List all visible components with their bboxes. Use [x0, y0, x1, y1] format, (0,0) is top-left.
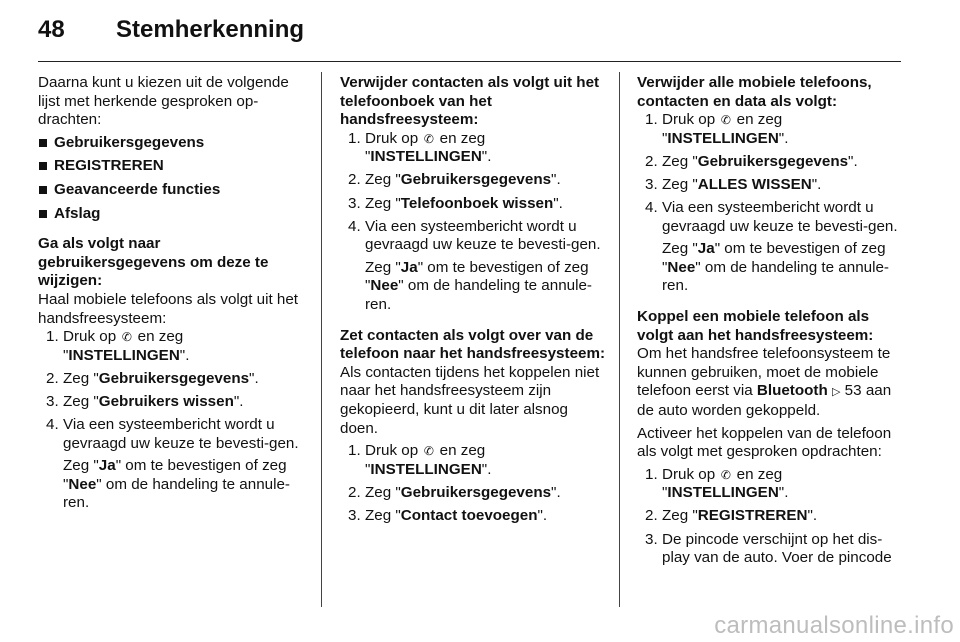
list-item: Gebruikersgegevens — [38, 134, 310, 153]
body-text: Haal mobiele telefoons als volgt uit het handsfreesysteem: — [38, 290, 299, 327]
steps-list — [38, 328, 310, 513]
list-item: 1. Druk op ✆ en zeg "INSTELLINGEN". — [645, 465, 789, 502]
square-bullet-icon — [39, 162, 47, 170]
watermark: carmanualsonline.info — [714, 612, 954, 639]
page-title: Stemherkenning — [116, 16, 305, 43]
list-item: Afslag — [38, 205, 310, 224]
square-bullet-icon — [39, 186, 47, 194]
list-item: 4. Via een systeembericht wordt u gevraagd uw keuze te bevesti-gen. Zeg "Ja" om te bevestigen of zeg "Nee" om de handeling te annule-ren. — [348, 217, 601, 314]
column-divider — [619, 72, 620, 607]
list-item: 3. De pincode verschijnt op het dis-play van de auto. Voer de pincode — [645, 530, 892, 567]
column-2 — [340, 74, 608, 530]
command-list — [38, 134, 310, 223]
list-item: 4. Via een systeembericht wordt u gevraagd uw keuze te bevesti-gen. Zeg "Ja" om te bevestigen of zeg "Nee" om de handeling te annule-ren. — [46, 416, 299, 512]
body-text: Als contacten tijdens het koppelen niet naar het handsfreesysteem zijn gekopieerd, kunt u dit later alsnog doen. — [340, 363, 600, 437]
list-item: 1. Druk op ✆ en zeg "INSTELLINGEN". — [645, 111, 789, 147]
steps-list — [340, 130, 608, 315]
steps-list — [340, 442, 608, 525]
phone-icon: ✆ — [423, 444, 434, 459]
page-number: 48 — [38, 16, 65, 43]
section-heading: Ga als volgt naar gebruikersgegevens om deze te wijzigen: — [38, 235, 269, 290]
list-item: 4. Via een systeembericht wordt u gevraagd uw keuze te bevesti-gen. Zeg "Ja" om te bevestigen of zeg "Nee" om de handeling te annule-ren. — [645, 199, 898, 295]
section-heading: Verwijder contacten als volgt uit het telefoonboek van het handsfreesysteem: — [340, 74, 600, 129]
page-header — [38, 16, 304, 44]
steps-list — [637, 466, 905, 568]
page-reference-arrow-icon: ▷ — [831, 386, 841, 399]
section-heading: Zet contacten als volgt over van de telefoon naar het handsfreesysteem: — [340, 326, 606, 363]
phone-icon: ✆ — [720, 467, 731, 482]
column-1 — [38, 74, 310, 517]
list-item: 3. Zeg "Contact toevoegen". — [348, 506, 548, 524]
list-item: 1. Druk op ✆ en zeg "INSTELLINGEN". — [348, 442, 492, 478]
list-item: 3. Zeg "Gebruikers wissen". — [46, 392, 244, 410]
list-item: 1. Druk op ✆ en zeg "INSTELLINGEN". — [46, 328, 190, 364]
list-item: 2. Zeg "Gebruikersgegevens". — [348, 171, 561, 189]
list-item: 1. Druk op ✆ en zeg "INSTELLINGEN". — [348, 129, 492, 166]
phone-icon: ✆ — [720, 113, 731, 128]
section-heading: Koppel een mobiele telefoon als volgt aan het handsfreesysteem: — [637, 308, 874, 344]
list-item: 2. Zeg "Gebruikersgegevens". — [645, 152, 858, 170]
square-bullet-icon — [39, 210, 47, 218]
body-text: Activeer het koppelen van de telefoon als volgt met gesproken opdrachten: — [637, 424, 892, 461]
column-divider — [321, 72, 322, 607]
list-item: REGISTREREN — [38, 157, 310, 176]
steps-list — [637, 111, 905, 296]
square-bullet-icon — [39, 139, 47, 147]
list-item: 2. Zeg "Gebruikersgegevens". — [348, 483, 561, 501]
phone-icon: ✆ — [121, 330, 132, 345]
body-text: Om het handsfree telefoonsysteem te kunnen gebruiken, moet de mobiele telefoon eerst via Bluetooth ▷ 53 aan de auto worden gekoppeld. — [637, 345, 892, 419]
intro-text: Daarna kunt u kiezen uit de volgende lijst met herkende gesproken op-drachten: — [38, 74, 289, 129]
list-item: Geavanceerde functies — [38, 181, 310, 200]
list-item: 3. Zeg "Telefoonboek wissen". — [348, 194, 563, 212]
list-item: 3. Zeg "ALLES WISSEN". — [645, 175, 822, 193]
phone-icon: ✆ — [423, 131, 434, 146]
section-heading: Verwijder alle mobiele telefoons, contacten en data als volgt: — [637, 74, 872, 110]
header-rule — [38, 61, 901, 62]
list-item: 2. Zeg "Gebruikersgegevens". — [46, 369, 259, 387]
column-3 — [637, 74, 905, 572]
list-item: 2. Zeg "REGISTREREN". — [645, 507, 818, 525]
